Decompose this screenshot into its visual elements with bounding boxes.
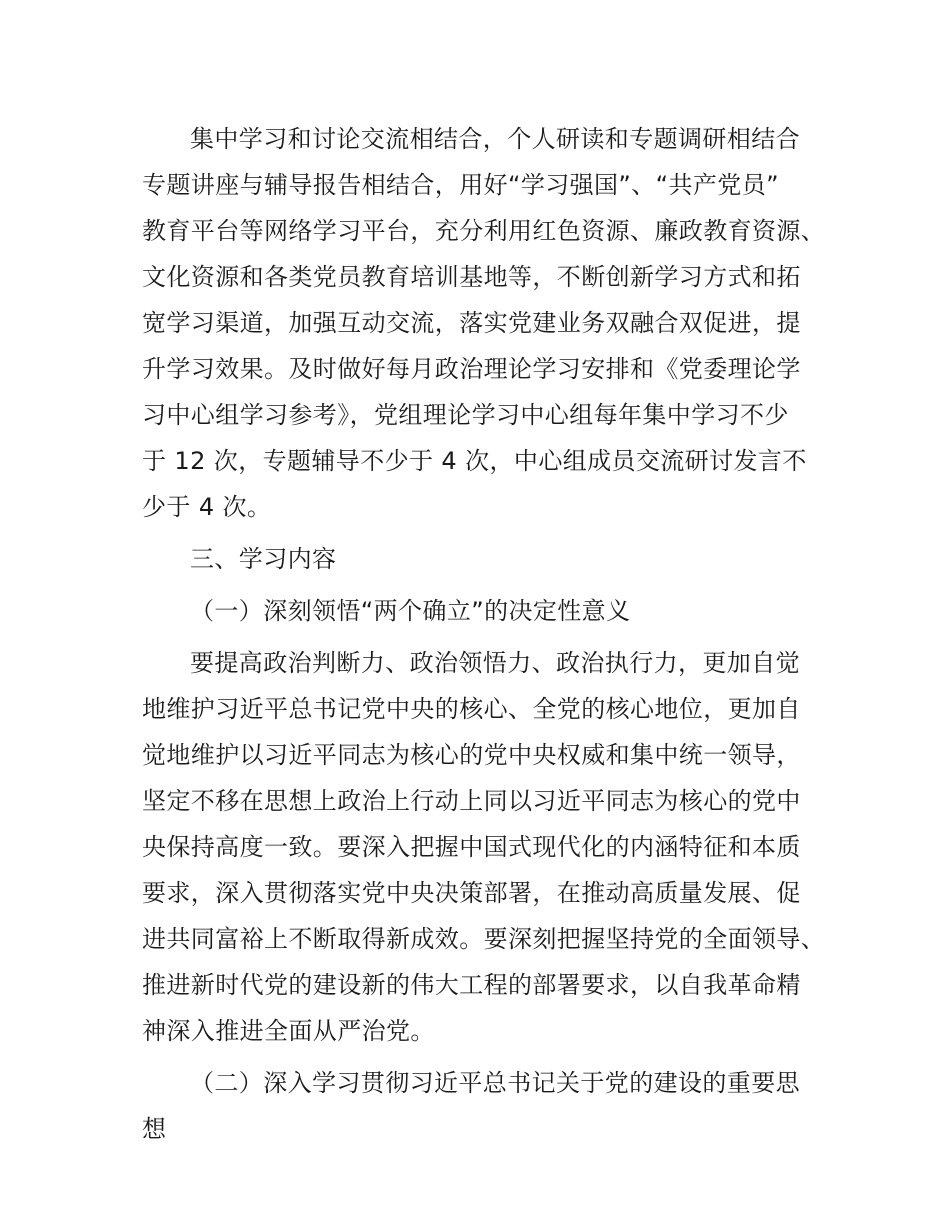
subsection-heading: （一）深刻领悟“两个确立”的决定性意义 xyxy=(190,597,631,625)
text-line: 神深入推进全面从严治党。 xyxy=(142,1017,435,1045)
text-line: 觉地维护以习近平同志为核心的党中央权威和集中统一领导， xyxy=(142,741,801,769)
text-line: 推进新时代党的建设新的伟大工程的部署要求，以自我革命精 xyxy=(142,971,801,999)
text-line: 习中心组学习参考》，党组理论学习中心组每年集中学习不少 xyxy=(142,401,789,429)
text-line: 地维护习近平总书记党中央的核心、全党的核心地位，更加自 xyxy=(142,695,801,723)
text-line: 专题讲座与辅导报告相结合，用好“学习强国”、“共产党员” xyxy=(142,171,779,199)
text-line: 进共同富裕上不断取得新成效。要深刻把握坚持党的全面领导、 xyxy=(142,925,826,953)
text-line: 央保持高度一致。要深入把握中国式现代化的内涵特征和本质 xyxy=(142,833,801,861)
text-line: 文化资源和各类党员教育培训基地等，不断创新学习方式和拓 xyxy=(142,263,801,291)
paragraph-two-establishments xyxy=(142,640,826,1054)
text-line: 要提高政治判断力、政治领悟力、政治执行力，更加自觉 xyxy=(190,649,800,677)
text-line: （二）深入学习贯彻习近平总书记关于党的建设的重要思 xyxy=(190,1069,800,1097)
text-line: 集中学习和讨论交流相结合，个人研读和专题调研相结合 xyxy=(190,125,800,153)
paragraph-study-methods xyxy=(142,116,826,530)
document-body xyxy=(142,116,826,1152)
text-line: 升学习效果。及时做好每月政治理论学习安排和《党委理论学 xyxy=(142,355,801,383)
text-line: 想 xyxy=(142,1115,167,1143)
text-line: 于 12 次，专题辅导不少于 4 次，中心组成员交流研讨发言不 xyxy=(142,447,807,475)
text-line: 少于 4 次。 xyxy=(142,493,272,521)
text-line: 宽学习渠道，加强互动交流，落实党建业务双融合双促进，提 xyxy=(142,309,801,337)
text-line: 坚定不移在思想上政治上行动上同以习近平同志为核心的党中 xyxy=(142,787,801,815)
text-line: 要求，深入贯彻落实党中央决策部署，在推动高质量发展、促 xyxy=(142,879,801,907)
text-line: 教育平台等网络学习平台，充分利用红色资源、廉政教育资源、 xyxy=(142,217,826,245)
subsection-heading-party-building xyxy=(142,1060,814,1152)
section-heading: 三、学习内容 xyxy=(190,545,337,573)
